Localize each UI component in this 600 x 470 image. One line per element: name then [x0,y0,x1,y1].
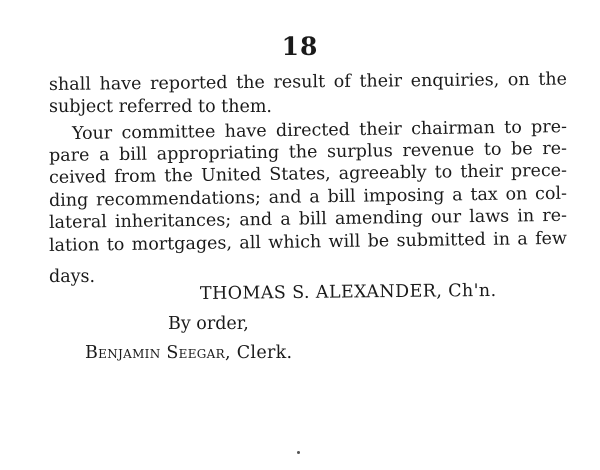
text-line-3: Your committee have directed their chairman to pre- [71,117,568,144]
page-mark [297,451,300,454]
chairman-signature: THOMAS S. ALEXANDER, Ch'n. [199,280,497,304]
text-line-4: pare a bill appropriating the surplus revenue to be re- [48,138,568,166]
text-line-6: ding recommendations; and a bill imposing a tax on col- [48,183,568,211]
clerk-title: Clerk. [236,343,293,363]
clerk-name: Benjamin Seegar, [85,343,231,363]
text-line-1: shall have reported the result of their enquiries, on the [48,69,568,95]
page-number: 18 [281,32,319,61]
by-order-line: By order, [168,314,249,334]
text-line-2: subject referred to them. [49,97,272,117]
text-line-7: lateral inheritances; and a bill amending our laws in re- [48,205,568,233]
text-line-9: days. [49,267,96,287]
clerk-line [85,342,292,364]
text-line-8: lation to mortgages, all which will be submitted in a few [48,228,568,256]
text-line-5: ceived from the United States, agreeably to their prece- [48,160,568,188]
